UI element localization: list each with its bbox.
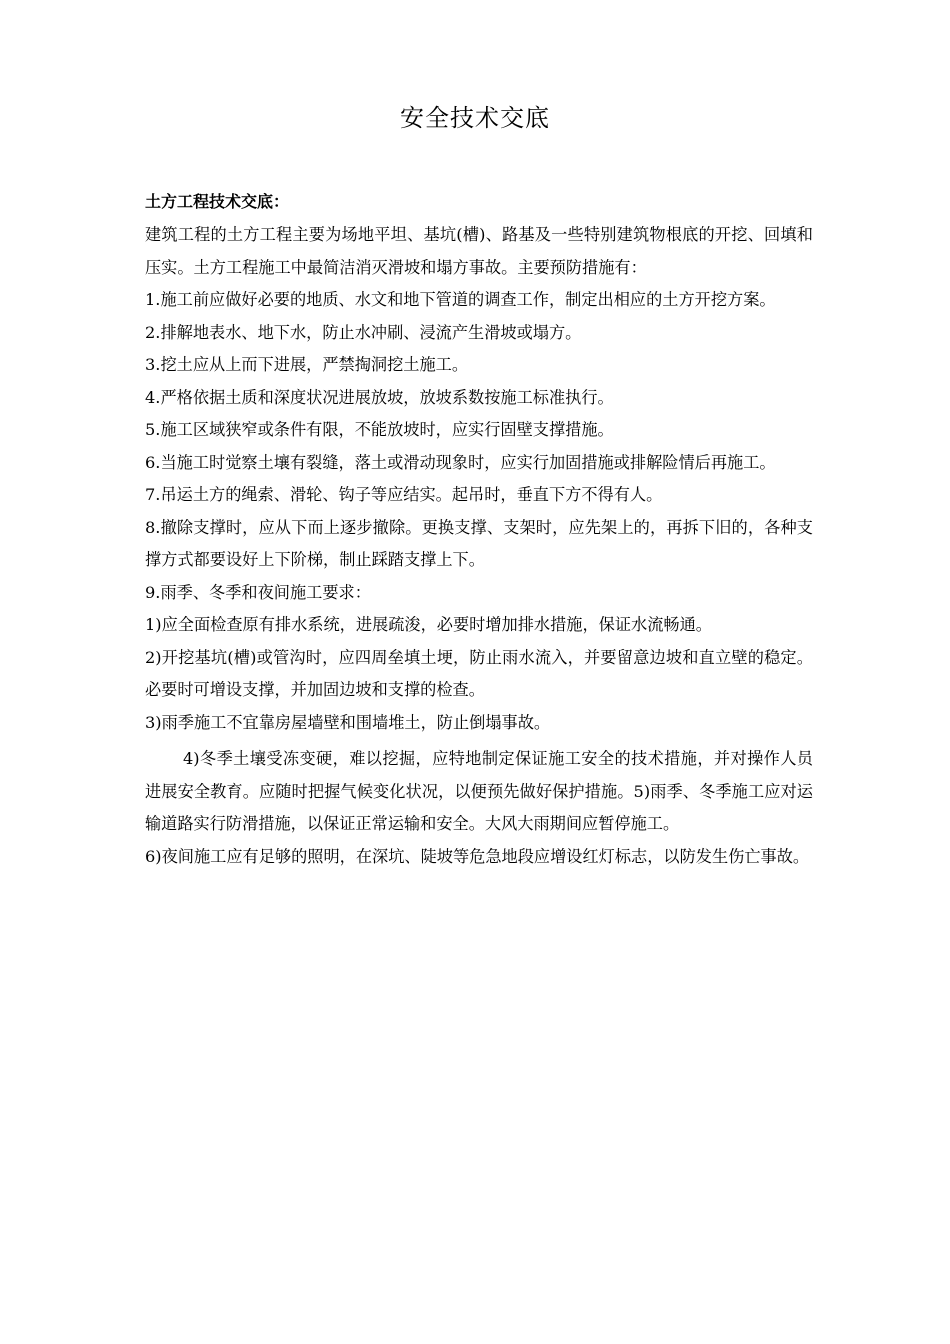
list-item: 4.严格依据土质和深度状况进展放坡，放坡系数按施工标准执行。 [145,387,614,407]
list-item: 8.撤除支撑时，应从下而上逐步撤除。更换支撑、支架时，应先架上的，再拆下旧的，各种支撑方式都要设好上下阶梯，制止踩踏支撑上下。 [145,517,813,569]
list-item: 5.施工区域狭窄或条件有限，不能放坡时，应实行固壁支撑措施。 [145,420,614,439]
sub-list-item: 2)开挖基坑(槽)或管沟时，应四周垒填土埂，防止雨水流入，并要留意边坡和直立壁的稳定。必要时可增设支撑，并加固边坡和支撑的检查。 [145,647,813,699]
sub-list-item: 6)夜间施工应有足够的照明，在深坑、陡坡等危急地段应增设红灯标志，以防发生伤亡事故。 [145,846,810,866]
list-item: 2.排解地表水、地下水，防止水冲刷、浸流产生滑坡或塌方。 [145,322,582,342]
sub-list-item: 1)应全面检查原有排水系统，进展疏浚，必要时增加排水措施，保证水流畅通。 [145,615,712,634]
sub-list-item: 4)冬季土壤受冻变硬，难以挖掘，应特地制定保证施工安全的技术措施，并对操作人员进展安全教育。应随时把握气候变化状况，以便预先做好保护措施。5)雨季、冬季施工应对运输道路实行防滑措施，以保证正常运输和安全。大风大雨期间应暂停施工。 [145,749,813,833]
sub-list-item: 3)雨季施工不宜靠房屋墙壁和围墙堆土，防止倒塌事故。 [145,712,551,732]
list-item: 1.施工前应做好必要的地质、水文和地下管道的调查工作，制定出相应的土方开挖方案。 [145,290,776,309]
intro-paragraph: 建筑工程的土方工程主要为场地平坦、基坑(槽)、路基及一些特别建筑物根底的开挖、回填和压实。土方工程施工中最简洁消灭滑坡和塌方事故。主要预防措施有： [145,225,813,277]
list-item: 9.雨季、冬季和夜间施工要求： [145,582,371,602]
page-title: 安全技术交底 [400,104,550,132]
list-item: 3.挖土应从上而下进展，严禁掏洞挖土施工。 [145,355,469,374]
list-item: 6.当施工时觉察土壤有裂缝，落土或滑动现象时，应实行加固措施或排解险情后再施工。 [145,452,776,472]
list-item: 7.吊运土方的绳索、滑轮、钩子等应结实。起吊时，垂直下方不得有人。 [145,485,663,504]
section-heading: 土方工程技术交底： [145,192,290,211]
document-body [145,185,813,873]
